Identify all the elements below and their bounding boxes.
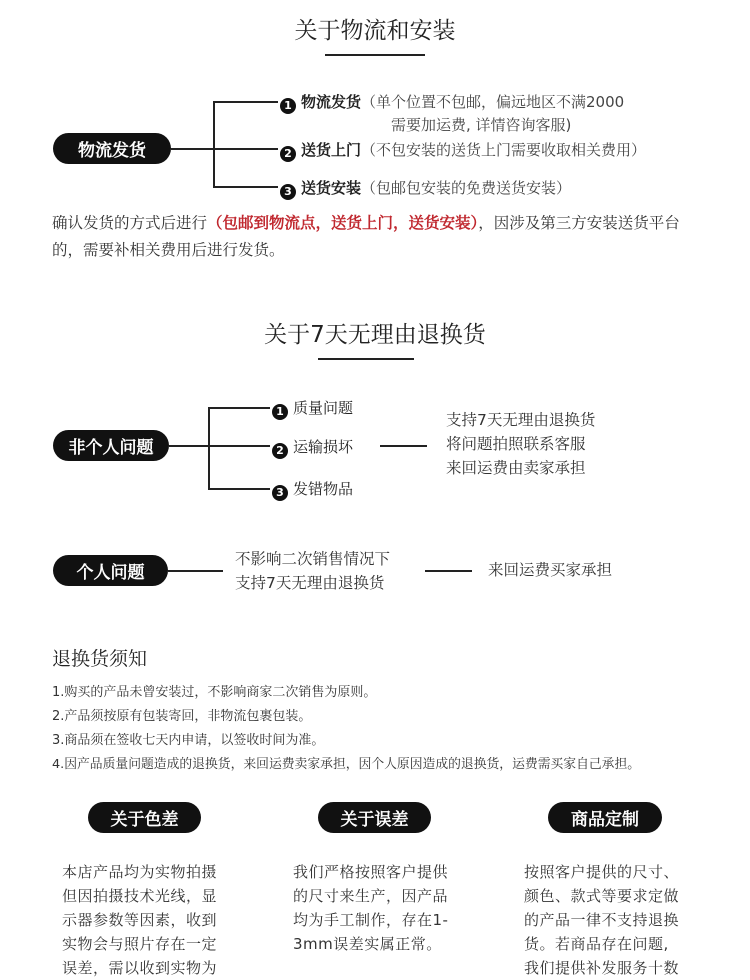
logistics-item-3 [280, 177, 571, 200]
column-line: 颜色、款式等要求定做 [524, 887, 680, 905]
size-error-text [293, 860, 483, 956]
logistics-item-2 [280, 139, 646, 162]
paragraph-text: 确认发货的方式后进行 [52, 214, 208, 232]
connector-line [168, 570, 223, 572]
condition-line: 不影响二次销售情况下 [235, 550, 391, 568]
number-badge: 2 [272, 443, 288, 459]
column-line: 的尺寸来生产，因产品 [293, 887, 449, 905]
result-line: 将问题拍照联系客服 [446, 435, 586, 453]
nonpersonal-item-2 [272, 436, 353, 459]
personal-result: 来回运费买家承担 [488, 561, 613, 579]
column-line: 我们严格按照客户提供 [293, 863, 449, 881]
connector-line [213, 101, 215, 187]
item-note: （不包安装的送货上门需要收取相关费用） [361, 141, 647, 159]
column-line: 示器参数等因素，收到 [62, 911, 218, 929]
notice-rule-3: 3.商品须在签收七天内申请，以签收时间为准。 [52, 733, 325, 748]
personal-pill: 个人问题 [53, 555, 168, 586]
number-badge: 3 [272, 485, 288, 501]
paragraph-highlight: （包邮到物流点，送货上门，送货安装） [207, 214, 479, 232]
connector-line [169, 445, 270, 447]
result-line: 支持7天无理由退换货 [446, 411, 596, 429]
column-line: 的产品一律不支持退换 [524, 911, 680, 929]
nonpersonal-item-1 [272, 397, 353, 420]
connector-line [208, 488, 270, 490]
logistics-item-1-note-2: 需要加运费, 详情咨询客服) [391, 116, 572, 134]
number-badge: 1 [272, 404, 288, 420]
column-line: 均为手工制作，存在1- [293, 911, 449, 929]
custom-product-pill: 商品定制 [548, 802, 662, 833]
result-line: 来回运费由卖家承担 [446, 459, 586, 477]
arrow-line [380, 445, 427, 447]
nonpersonal-item-3 [272, 478, 353, 501]
connector-line [213, 186, 278, 188]
connector-line [171, 148, 278, 150]
number-badge: 1 [280, 98, 296, 114]
notice-rule-2: 2.产品须按原有包装寄回，非物流包裹包装。 [52, 709, 312, 724]
item-label: 物流发货 [301, 93, 362, 111]
logistics-item-1 [280, 91, 624, 114]
column-line: 按照客户提供的尺寸、 [524, 863, 680, 881]
custom-product-text [524, 860, 724, 980]
personal-condition [235, 547, 390, 595]
notice-title: 退换货须知 [52, 648, 148, 670]
logistics-paragraph [52, 210, 702, 264]
logistics-pill: 物流发货 [53, 133, 171, 164]
condition-line: 支持7天无理由退换货 [235, 574, 385, 592]
size-error-pill: 关于误差 [318, 802, 431, 833]
item-label: 发错物品 [293, 480, 354, 498]
column-line: 本店产品均为实物拍摄 [62, 863, 218, 881]
connector-line [208, 407, 210, 489]
column-line: 我们提供补发服务十数 [524, 959, 680, 977]
logistics-title: 关于物流和安装 [294, 18, 456, 44]
item-label: 运输损坏 [293, 438, 354, 456]
number-badge: 3 [280, 184, 296, 200]
column-line: 误差，需以收到实物为 [62, 959, 218, 977]
column-line: 但因拍摄技术光线，显 [62, 887, 218, 905]
item-label: 送货安装 [301, 179, 362, 197]
connector-line [208, 407, 270, 409]
column-line: 货。若商品存在问题, [524, 935, 669, 953]
connector-line [213, 101, 278, 103]
item-label: 送货上门 [301, 141, 362, 159]
paragraph-text: ，因涉及第三方安装送货平台的，需要补相关费用后进行发货。 [52, 214, 680, 259]
item-note: （包邮包安装的免费送货安装） [361, 179, 572, 197]
notice-rule-1: 1.购买的产品未曾安装过，不影响商家二次销售为原则。 [52, 685, 377, 700]
item-note: （单个位置不包邮，偏远地区不满2000 [361, 93, 625, 111]
logistics-title-underline [325, 54, 425, 56]
returns-title-underline [318, 358, 414, 360]
color-diff-text [62, 860, 252, 980]
nonpersonal-pill: 非个人问题 [53, 430, 169, 461]
column-line: 3mm误差实属正常。 [293, 935, 442, 953]
number-badge: 2 [280, 146, 296, 162]
item-label: 质量问题 [293, 399, 354, 417]
nonpersonal-result [446, 408, 595, 480]
returns-title: 关于7天无理由退换货 [264, 322, 486, 348]
color-diff-pill: 关于色差 [88, 802, 201, 833]
arrow-line [425, 570, 472, 572]
column-line: 实物会与照片存在一定 [62, 935, 218, 953]
notice-rule-4: 4.因产品质量问题造成的退换货，来回运费卖家承担，因个人原因造成的退换货，运费需买家自己承担。 [52, 757, 641, 772]
